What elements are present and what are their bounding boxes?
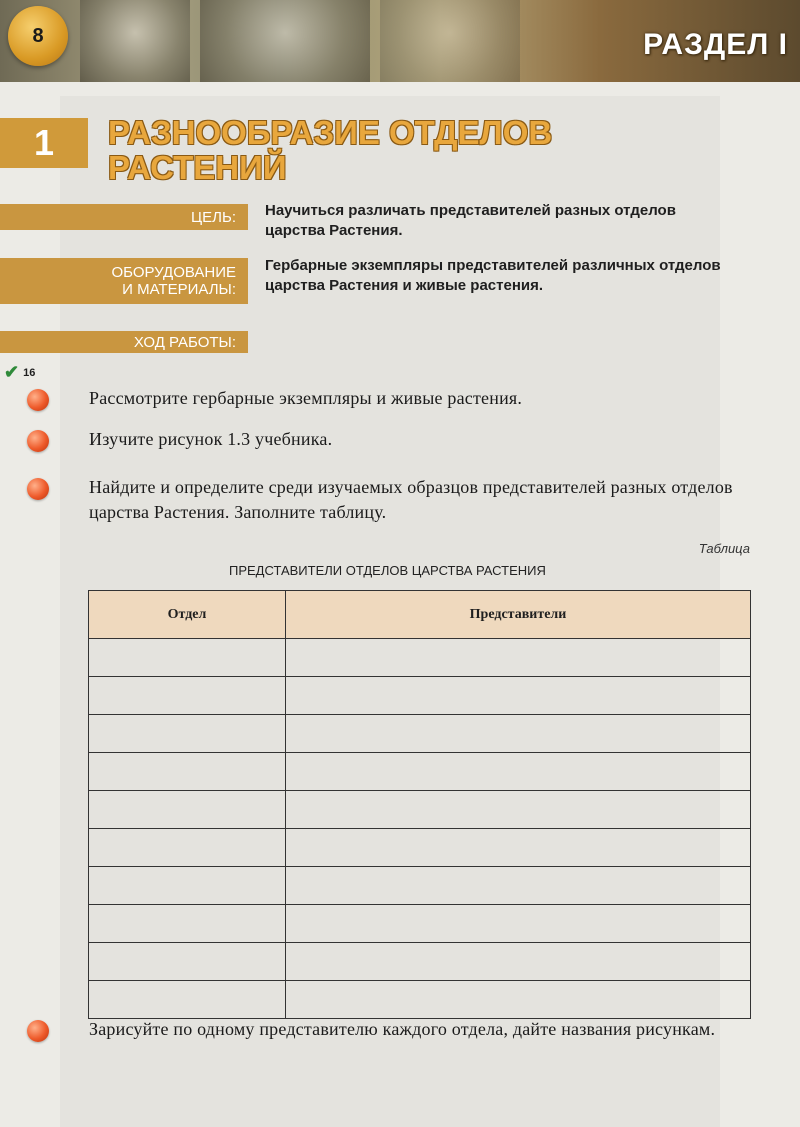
bullet-icon <box>27 1020 49 1042</box>
cell-division[interactable] <box>89 791 286 829</box>
equipment-label-line1: ОБОРУДОВАНИЕ <box>111 264 236 281</box>
step-4: Зарисуйте по одному представителю каждого отдела, дайте названия рисункам. <box>89 1019 716 1039</box>
cell-division[interactable] <box>89 943 286 981</box>
cell-representatives[interactable] <box>286 829 751 867</box>
textbook-reference-page: 16 <box>23 366 36 379</box>
table-row <box>89 829 751 867</box>
table-note: Таблица <box>698 541 750 556</box>
cell-division[interactable] <box>89 829 286 867</box>
cell-representatives[interactable] <box>286 753 751 791</box>
equipment-text: Гербарные экземпляры представителей различных отделов царства Растения и живые растения. <box>265 257 721 294</box>
goal-text: Научиться различать представителей разных отделов царства Растения. <box>265 202 676 239</box>
cell-division[interactable] <box>89 715 286 753</box>
header-photo-scientists <box>80 0 190 82</box>
cell-division[interactable] <box>89 753 286 791</box>
step-2: Изучите рисунок 1.3 учебника. <box>89 429 333 449</box>
procedure-label: ХОД РАБОТЫ: <box>0 331 248 353</box>
cell-division[interactable] <box>89 867 286 905</box>
textbook-reference <box>4 362 35 383</box>
lesson-title-line2: РАСТЕНИЙ <box>108 149 287 186</box>
table-row <box>89 943 751 981</box>
bullet-icon <box>27 478 49 500</box>
cell-representatives[interactable] <box>286 639 751 677</box>
bullet-icon <box>27 389 49 411</box>
table-row <box>89 867 751 905</box>
header-photo-microscope <box>200 0 370 82</box>
column-header-division: Отдел <box>89 591 286 639</box>
lesson-number: 1 <box>0 118 88 168</box>
cell-representatives[interactable] <box>286 981 751 1019</box>
cell-division[interactable] <box>89 639 286 677</box>
table-header-row <box>89 591 751 639</box>
representatives-table <box>88 590 751 1019</box>
step-3: Найдите и определите среди изучаемых образцов представителей разных отделов царства Растения. Заполните таблицу. <box>89 477 733 522</box>
cell-representatives[interactable] <box>286 791 751 829</box>
cell-representatives[interactable] <box>286 715 751 753</box>
goal-label: ЦЕЛЬ: <box>0 204 248 230</box>
table-row <box>89 715 751 753</box>
table-row <box>89 791 751 829</box>
header-photo-leaves <box>380 0 520 82</box>
cell-representatives[interactable] <box>286 943 751 981</box>
table-title: ПРЕДСТАВИТЕЛИ ОТДЕЛОВ ЦАРСТВА РАСТЕНИЯ <box>229 563 546 578</box>
cell-division[interactable] <box>89 981 286 1019</box>
cell-representatives[interactable] <box>286 905 751 943</box>
cell-representatives[interactable] <box>286 677 751 715</box>
table-row <box>89 677 751 715</box>
bullet-icon <box>27 430 49 452</box>
step-1: Рассмотрите гербарные экземпляры и живые растения. <box>89 388 523 408</box>
table-row <box>89 639 751 677</box>
checkmark-icon: ✔ <box>4 362 20 382</box>
equipment-label <box>0 258 248 304</box>
table-row <box>89 981 751 1019</box>
page-number-badge: 8 <box>8 6 68 66</box>
lesson-title <box>108 115 708 185</box>
equipment-label-line2: И МАТЕРИАЛЫ: <box>122 281 236 298</box>
cell-representatives[interactable] <box>286 867 751 905</box>
column-header-representatives: Представители <box>286 591 751 639</box>
lesson-title-line1: РАЗНООБРАЗИЕ ОТДЕЛОВ <box>108 114 553 151</box>
table-row <box>89 753 751 791</box>
cell-division[interactable] <box>89 905 286 943</box>
section-label: РАЗДЕЛ I <box>643 28 788 61</box>
cell-division[interactable] <box>89 677 286 715</box>
table-row <box>89 905 751 943</box>
